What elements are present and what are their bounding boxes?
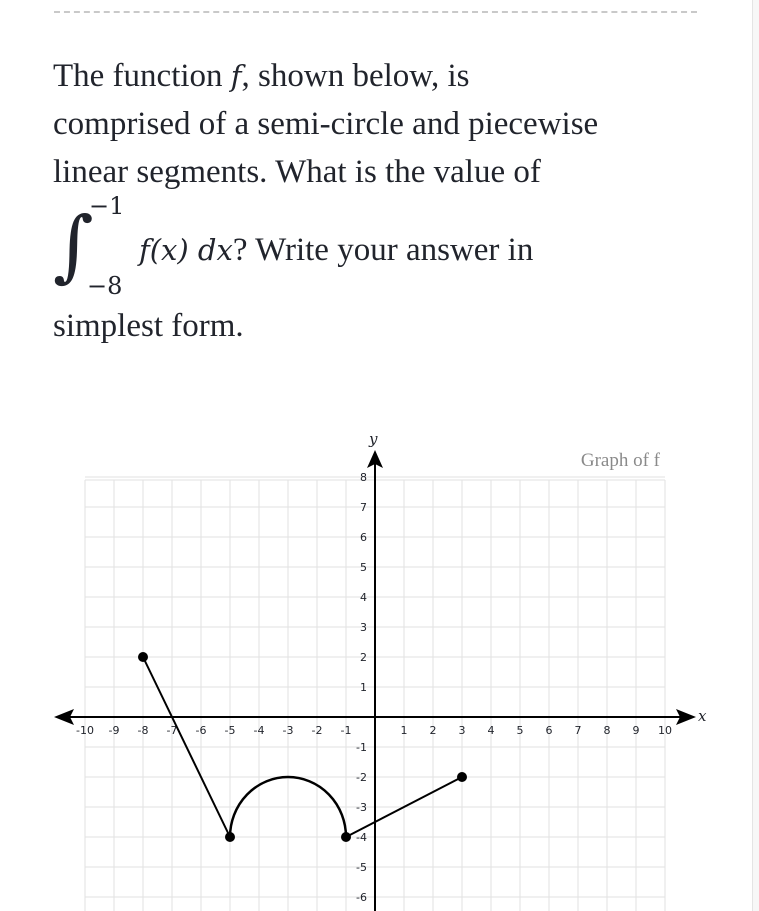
y-axis-label: y: [369, 430, 378, 448]
integral-sign: ∫: [53, 201, 94, 291]
y-tick-label: -6: [356, 891, 367, 904]
x-tick-label: -8: [137, 724, 149, 737]
dashed-divider: [54, 11, 697, 13]
x-tick-label: -10: [76, 724, 94, 737]
x-tick-label: 5: [516, 724, 524, 737]
y-tick-label: -4: [356, 831, 367, 844]
x-tick-label: 3: [458, 724, 466, 737]
x-tick-label: 6: [545, 724, 553, 737]
function-graph: [0, 420, 759, 911]
function-symbol: f: [230, 59, 242, 93]
integral-upper-limit: −1: [89, 192, 125, 220]
y-tick-label: -3: [356, 801, 367, 814]
x-tick-label: -6: [195, 724, 207, 737]
integral-lower-limit: −8: [87, 272, 123, 300]
question-line-3: linear segments. What is the value of: [53, 154, 541, 190]
x-tick-label: 4: [487, 724, 495, 737]
x-tick-label: -2: [311, 724, 323, 737]
y-tick-label: -5: [356, 861, 367, 874]
endpoint-dot: [225, 832, 235, 842]
graph-title: Graph of f: [580, 450, 660, 471]
x-tick-label: -4: [253, 724, 265, 737]
x-tick-label: -5: [224, 724, 236, 737]
question-after-integral: ? Write your answer in: [232, 232, 534, 268]
integral-line: [53, 192, 693, 302]
integral-expression: [53, 192, 139, 302]
question-line-1-start: The function: [53, 58, 231, 94]
question-text: [53, 52, 693, 350]
x-tick-label: 9: [632, 724, 640, 737]
x-tick-label: 8: [603, 724, 611, 737]
y-tick-label: 8: [360, 471, 367, 484]
endpoint-dot: [341, 832, 351, 842]
y-tick-label: 2: [360, 651, 367, 664]
endpoint-dot: [457, 772, 467, 782]
x-tick-label: -7: [166, 724, 178, 737]
x-tick-label: -3: [282, 724, 294, 737]
y-tick-label: 4: [360, 591, 367, 604]
question-line-1-end: , shown below, is: [241, 58, 470, 94]
y-tick-label: 3: [360, 621, 367, 634]
axes: [54, 450, 696, 911]
endpoint-dot: [138, 652, 148, 662]
y-tick-label: 1: [360, 681, 367, 694]
y-tick-label: -1: [356, 741, 367, 754]
y-tick-label: 7: [360, 501, 367, 514]
y-tick-label: 5: [360, 561, 367, 574]
question-line-1: [53, 52, 693, 100]
x-tick-label: -9: [108, 724, 120, 737]
x-tick-label: -1: [340, 724, 352, 737]
x-tick-label: 10: [658, 724, 672, 737]
integrand: f(x) dx: [139, 233, 233, 267]
question-line-2: comprised of a semi-circle and piecewise: [53, 106, 599, 142]
y-tick-label: 6: [360, 531, 367, 544]
x-tick-label: 7: [574, 724, 582, 737]
y-tick-label: -2: [356, 771, 367, 784]
question-line-5: simplest form.: [53, 308, 244, 344]
x-tick-label: 1: [400, 724, 408, 737]
x-tick-label: 2: [429, 724, 437, 737]
x-axis-label: x: [698, 707, 707, 725]
